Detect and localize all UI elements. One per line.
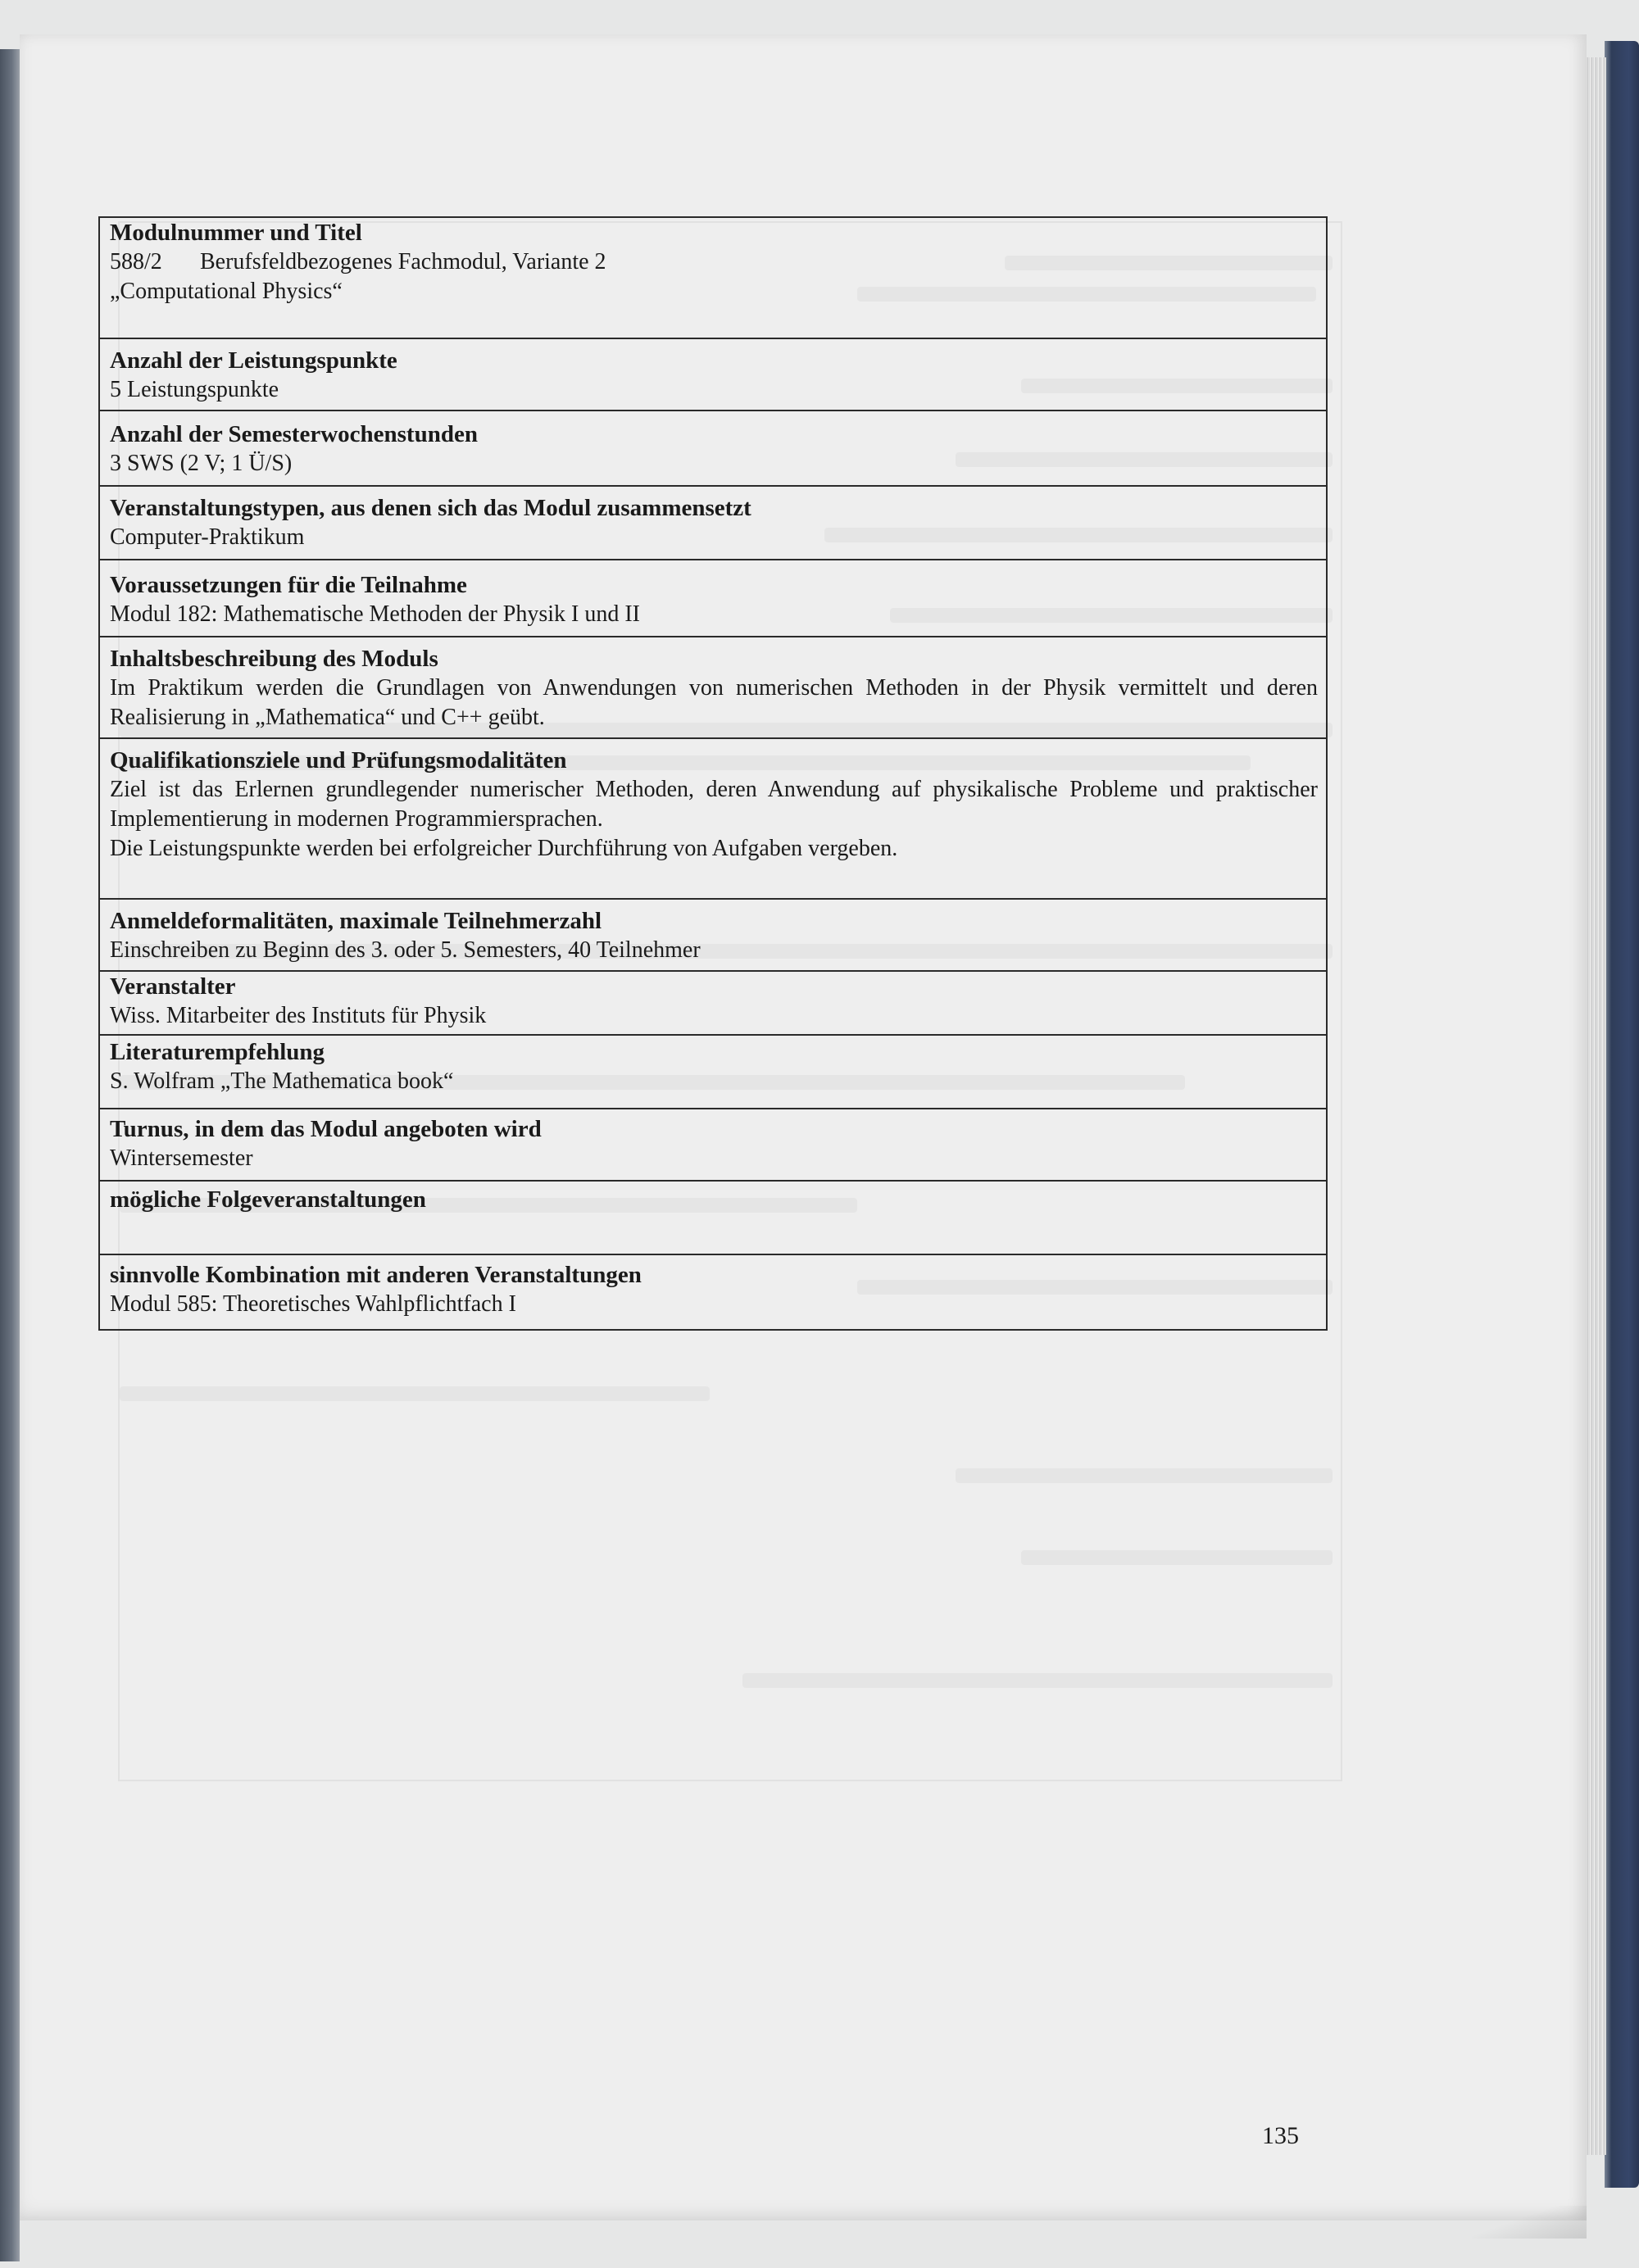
book-binding-left <box>0 49 20 2261</box>
voraussetzungen-value: Modul 182: Mathematische Methoden der Physik I und II <box>110 601 641 627</box>
module-title-row <box>110 247 1318 277</box>
kombination-value: Modul 585: Theoretisches Wahlpflichtfach I <box>110 1291 516 1317</box>
page-stack-edges <box>1585 57 1606 2155</box>
section-folge <box>100 1182 1326 1255</box>
section-veranstaltungstypen <box>100 487 1326 560</box>
section-leistungspunkte <box>100 339 1326 411</box>
section-literatur <box>100 1036 1326 1109</box>
section-anmelde <box>100 900 1326 972</box>
qualifikation-text: Ziel ist das Erlernen grundlegender numerischer Methoden, deren Anwendung auf physikalische Probleme und praktischer Implementierung in modernen Programmiersprachen. <box>110 777 1318 832</box>
voraussetzungen-heading: Voraussetzungen für die Teilnahme <box>110 572 467 598</box>
veranstaltungstypen-value: Computer-Praktikum <box>110 524 305 550</box>
veranstaltungstypen-heading: Veranstaltungstypen, aus denen sich das Modul zusammensetzt <box>110 495 751 521</box>
leistungspunkte-value: 5 Leistungspunkte <box>110 377 279 402</box>
book-cover-edge <box>1605 41 1639 2188</box>
anmelde-value: Einschreiben zu Beginn des 3. oder 5. Semesters, 40 Teilnehmer <box>110 937 701 963</box>
turnus-value: Wintersemester <box>110 1145 253 1171</box>
leistungspunkte-heading: Anzahl der Leistungspunkte <box>110 347 397 374</box>
folge-heading: mögliche Folgeveranstaltungen <box>110 1186 426 1213</box>
inhalt-heading: Inhaltsbeschreibung des Moduls <box>110 646 438 672</box>
sws-heading: Anzahl der Semesterwochenstunden <box>110 421 478 447</box>
module-subtitle: „Computational Physics“ <box>110 279 343 304</box>
qualifikation-text-2: Die Leistungspunkte werden bei erfolgreicher Durchführung von Aufgaben vergeben. <box>110 836 898 861</box>
section-turnus <box>100 1109 1326 1182</box>
veranstalter-heading: Veranstalter <box>110 973 236 1000</box>
section-kombination <box>100 1255 1326 1329</box>
section-sws <box>100 411 1326 487</box>
inhalt-text: Im Praktikum werden die Grundlagen von Anwendungen von numerischen Methoden in der Physik vermittelt und deren Realisierung in „Mathematica“ und C++ geübt. <box>110 675 1318 730</box>
modulnummer-heading: Modulnummer und Titel <box>110 220 362 246</box>
page-number: 135 <box>1262 2122 1299 2149</box>
page-corner-shadow <box>1472 2206 1587 2239</box>
veranstalter-value: Wiss. Mitarbeiter des Instituts für Physik <box>110 1003 487 1028</box>
qualifikation-heading: Qualifikationsziele und Prüfungsmodalitäten <box>110 747 567 773</box>
literatur-value: S. Wolfram „The Mathematica book“ <box>110 1068 454 1094</box>
section-modulnummer <box>100 218 1326 339</box>
section-qualifikation <box>100 739 1326 900</box>
section-inhalt <box>100 637 1326 739</box>
section-veranstalter <box>100 972 1326 1036</box>
module-description-table <box>98 216 1328 1331</box>
turnus-heading: Turnus, in dem das Modul angeboten wird <box>110 1116 542 1142</box>
kombination-heading: sinnvolle Kombination mit anderen Veranstaltungen <box>110 1262 642 1288</box>
sws-value: 3 SWS (2 V; 1 Ü/S) <box>110 451 293 476</box>
module-number: 588/2 <box>110 249 162 274</box>
literatur-heading: Literaturempfehlung <box>110 1039 325 1065</box>
module-title: Berufsfeldbezogenes Fachmodul, Variante 2 <box>200 249 606 274</box>
section-voraussetzungen <box>100 560 1326 637</box>
anmelde-heading: Anmeldeformalitäten, maximale Teilnehmerzahl <box>110 908 602 934</box>
